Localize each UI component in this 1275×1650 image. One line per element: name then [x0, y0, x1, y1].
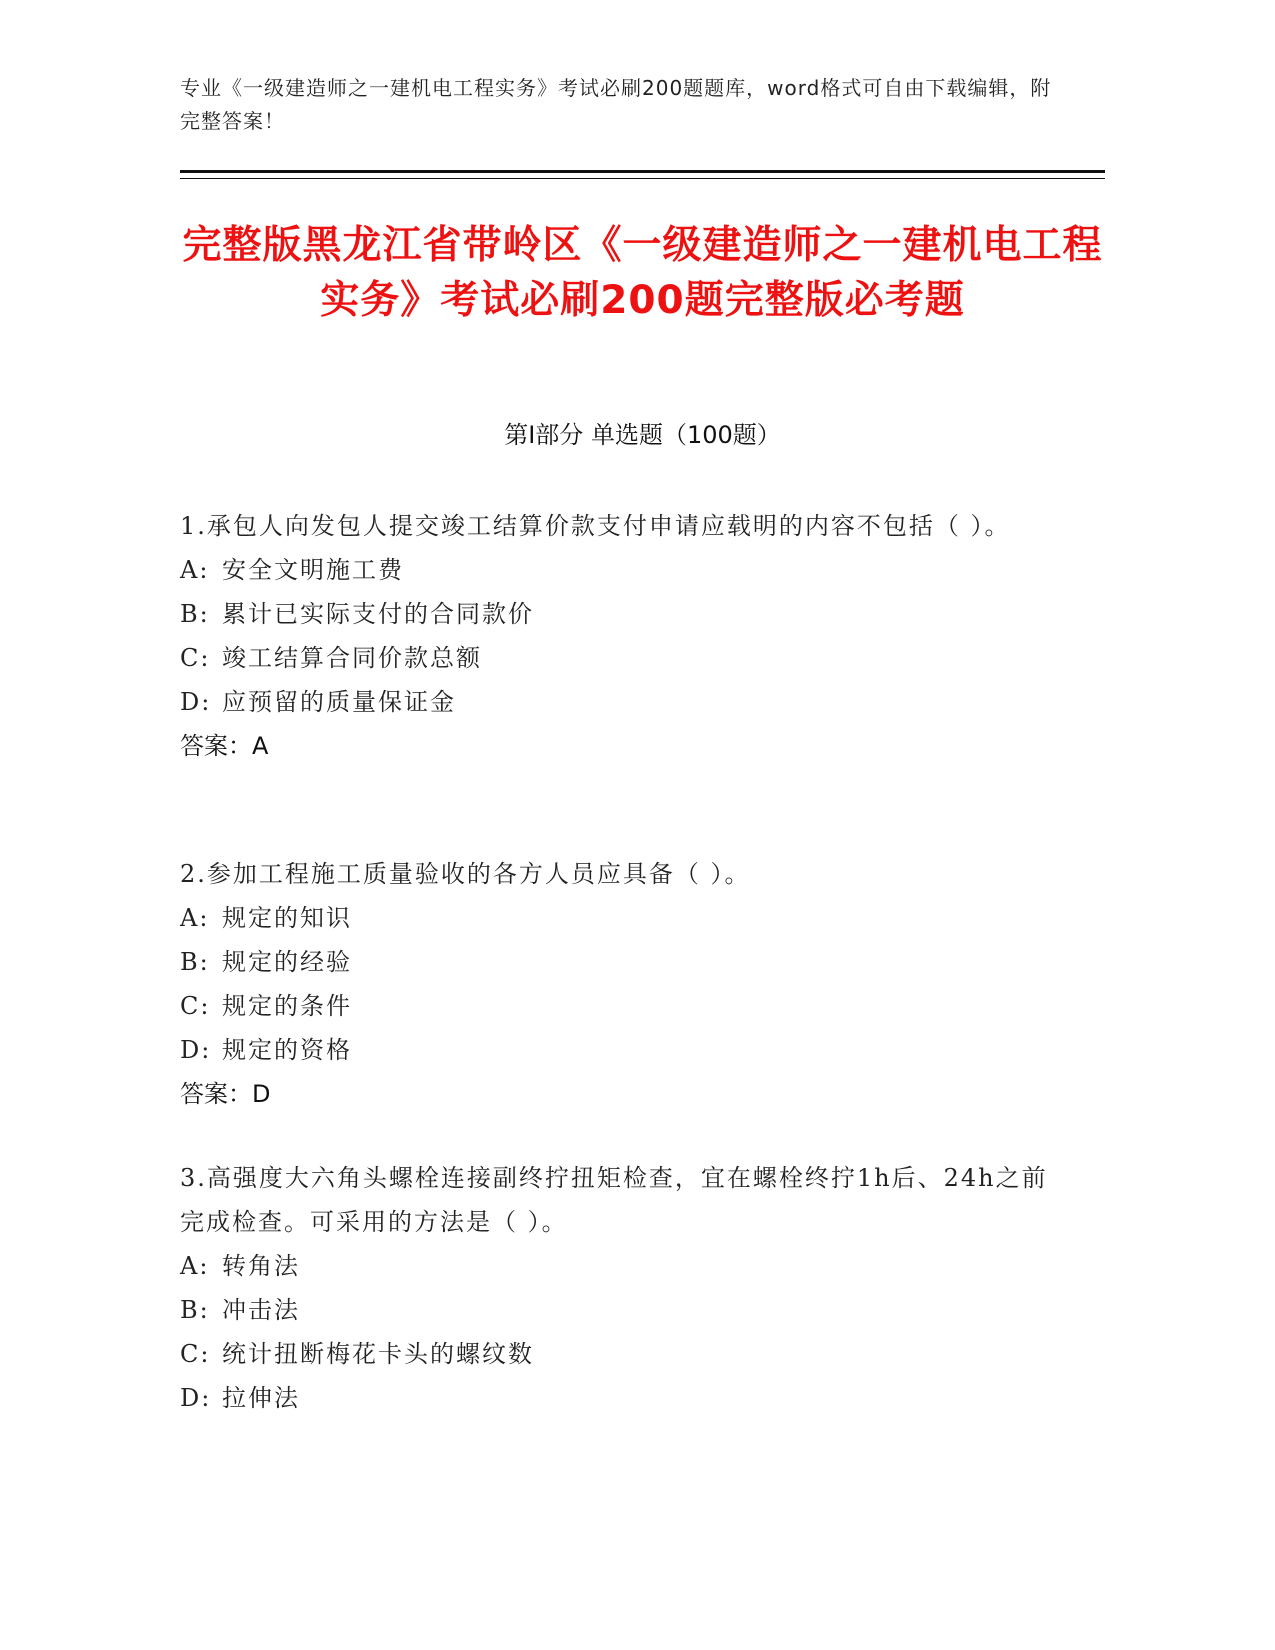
option-text: 规定的知识 [222, 904, 352, 932]
option-text: 冲击法 [222, 1296, 300, 1324]
option-d [180, 1376, 1060, 1420]
question-stem: 2.参加工程施工质量验收的各方人员应具备（ ）。 [180, 860, 751, 888]
option-text: 竣工结算合同价款总额 [222, 644, 482, 672]
header-divider-thick [180, 170, 1105, 173]
option-text: 拉伸法 [222, 1384, 300, 1412]
document-title: 完整版黑龙江省带岭区《一级建造师之一建机电工程实务》考试必刷200题完整版必考题 [182, 223, 1103, 323]
option-b [180, 1288, 1060, 1332]
option-b [180, 592, 1060, 636]
question-1 [180, 504, 1060, 768]
option-text: 规定的资格 [222, 1036, 352, 1064]
answer-line: 答案：A [180, 732, 269, 760]
option-text: 转角法 [222, 1252, 300, 1280]
option-key: B: [180, 948, 210, 976]
option-key: D: [180, 1036, 212, 1064]
question-stem: 1.承包人向发包人提交竣工结算价款支付申请应载明的内容不包括（ ）。 [180, 512, 1011, 540]
option-text: 安全文明施工费 [222, 556, 404, 584]
option-a [180, 896, 1060, 940]
option-d [180, 680, 1060, 724]
option-d [180, 1028, 1060, 1072]
option-key: A: [180, 1252, 210, 1280]
option-key: D: [180, 1384, 212, 1412]
option-key: A: [180, 904, 210, 932]
option-key: A: [180, 556, 210, 584]
section-title: 第Ⅰ部分 单选题（100题） [504, 421, 781, 449]
option-text: 规定的经验 [222, 948, 352, 976]
option-key: D: [180, 688, 212, 716]
option-key: C: [180, 992, 211, 1020]
option-text: 累计已实际支付的合同款价 [222, 600, 534, 628]
option-b [180, 940, 1060, 984]
option-text: 应预留的质量保证金 [222, 688, 456, 716]
question-2 [180, 852, 1060, 1116]
option-key: B: [180, 1296, 210, 1324]
option-key: C: [180, 1340, 211, 1368]
option-a [180, 1244, 1060, 1288]
option-key: C: [180, 644, 211, 672]
question-stem: 3.高强度大六角头螺栓连接副终拧扭矩检查，宜在螺栓终拧1h后、24h之前完成检查。可采用的方法是（ ）。 [180, 1164, 1048, 1236]
option-a [180, 548, 1060, 592]
header-note: 专业《一级建造师之一建机电工程实务》考试必刷200题题库，word格式可自由下载编辑，附完整答案！ [180, 76, 1052, 133]
option-c [180, 1332, 1060, 1376]
option-c [180, 636, 1060, 680]
option-key: B: [180, 600, 210, 628]
option-text: 统计扭断梅花卡头的螺纹数 [222, 1340, 534, 1368]
header-divider-thin [180, 178, 1105, 179]
answer-line: 答案：D [180, 1080, 271, 1108]
question-3 [180, 1156, 1060, 1420]
option-text: 规定的条件 [222, 992, 352, 1020]
option-c [180, 984, 1060, 1028]
